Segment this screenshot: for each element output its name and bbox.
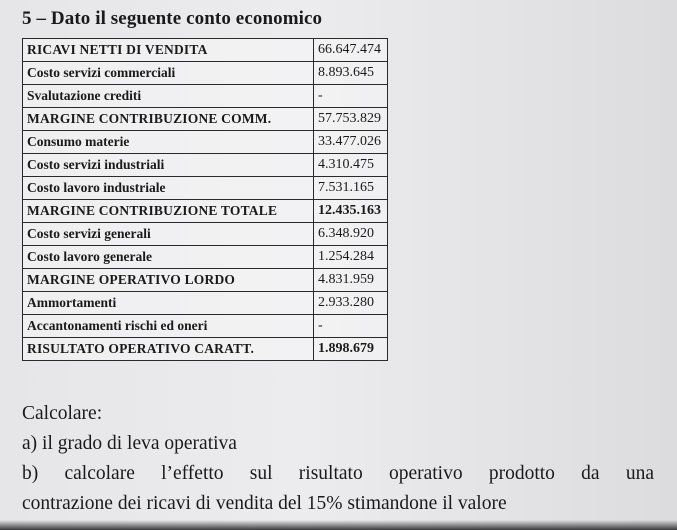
row-value: 8.893.645 (314, 62, 388, 85)
table-row (23, 85, 388, 108)
row-label: RICAVI NETTI DI VENDITA (23, 39, 314, 62)
table-row (23, 269, 388, 292)
row-value: 4.831.959 (314, 269, 388, 292)
table-row (23, 338, 388, 361)
row-label: RISULTATO OPERATIVO CARATT. (23, 338, 314, 361)
row-label: Ammortamenti (23, 292, 314, 315)
row-value: 57.753.829 (314, 108, 388, 131)
table-row (23, 292, 388, 315)
questions-heading: Calcolare: (22, 403, 103, 424)
table-row (23, 177, 388, 200)
income-statement-table (22, 38, 388, 361)
table-row (23, 108, 388, 131)
table-row (23, 200, 388, 223)
row-label: Consumo materie (23, 131, 314, 154)
row-label: MARGINE OPERATIVO LORDO (23, 269, 314, 292)
table-row (23, 39, 388, 62)
row-label: Costo servizi generali (23, 223, 314, 246)
row-value: - (314, 85, 388, 108)
row-label: MARGINE CONTRIBUZIONE COMM. (23, 108, 314, 131)
question-a: a) il grado di leva operativa (22, 433, 237, 454)
exercise-title: 5 – Dato il seguente conto economico (22, 8, 323, 29)
row-value: - (314, 315, 388, 338)
row-value: 6.348.920 (314, 223, 388, 246)
row-value: 33.477.026 (314, 131, 388, 154)
question-b-line1: b) calcolare l’effetto sul risultato operativo prodotto da una (22, 463, 654, 484)
row-value: 1.254.284 (314, 246, 388, 269)
table-row (23, 62, 388, 85)
question-b-line2: contrazione dei ricavi di vendita del 15% stimandone il valore (22, 493, 507, 514)
table-row (23, 246, 388, 269)
row-label: Costo servizi industriali (23, 154, 314, 177)
photo-bottom-edge (0, 520, 677, 530)
row-label: Costo servizi commerciali (23, 62, 314, 85)
table-row (23, 131, 388, 154)
row-label: MARGINE CONTRIBUZIONE TOTALE (23, 200, 314, 223)
row-value: 12.435.163 (314, 200, 388, 223)
row-value: 1.898.679 (314, 338, 388, 361)
row-label: Svalutazione crediti (23, 85, 314, 108)
row-label: Costo lavoro generale (23, 246, 314, 269)
row-value: 66.647.474 (314, 39, 388, 62)
table-row (23, 223, 388, 246)
row-value: 4.310.475 (314, 154, 388, 177)
row-label: Costo lavoro industriale (23, 177, 314, 200)
table-row (23, 154, 388, 177)
row-value: 2.933.280 (314, 292, 388, 315)
row-label: Accantonamenti rischi ed oneri (23, 315, 314, 338)
row-value: 7.531.165 (314, 177, 388, 200)
table-row (23, 315, 388, 338)
